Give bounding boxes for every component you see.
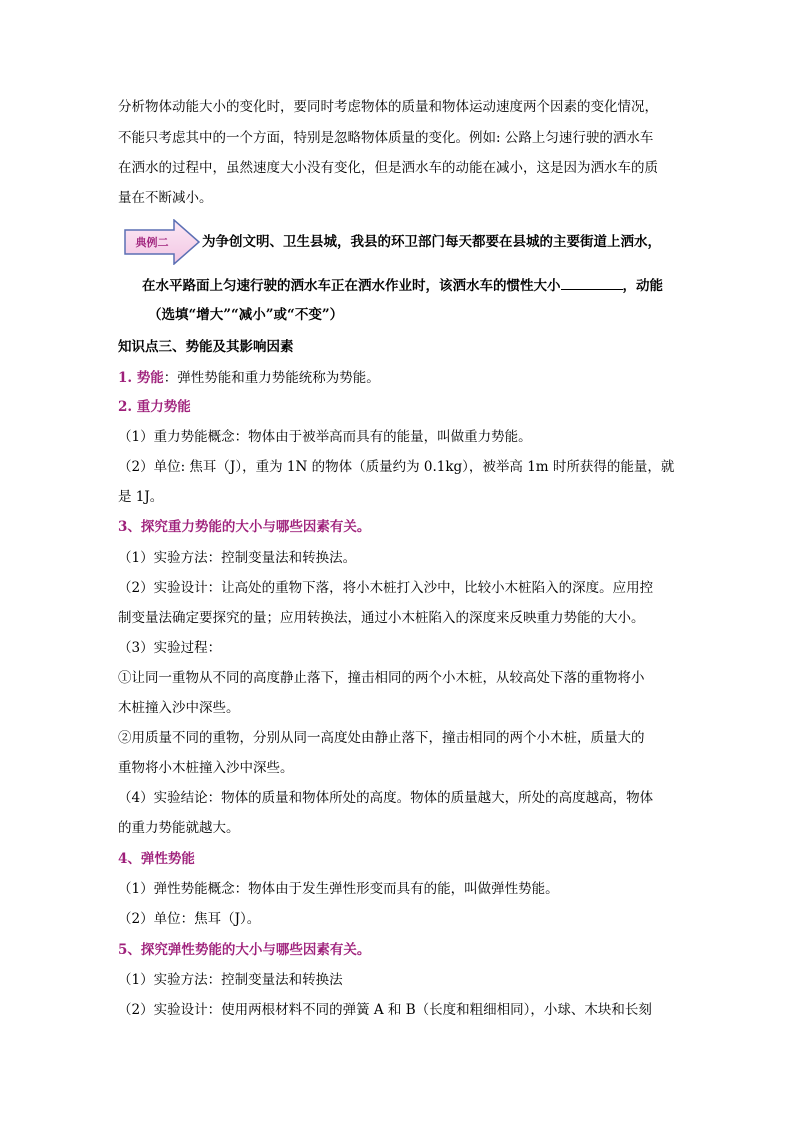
section-title: 知识点三、势能及其影响因素: [118, 339, 294, 355]
p1-text: ：弹性势能和重力势能统称为势能。: [163, 370, 380, 386]
example-line-2-tail: ，动能: [622, 278, 663, 294]
example-badge-arrow-icon: [124, 219, 200, 265]
p2-1: （1）重力势能概念：物体由于被举高而具有的能量，叫做重力势能。: [118, 429, 532, 445]
p2-title: 2. 重力势能: [118, 399, 191, 415]
p3-3-2a: ②用质量不同的重物，分别从同一高度处由静止落下，撞击相同的两个小木桩，质量大的: [118, 730, 645, 746]
p3-3-2b: 重物将小木桩撞入沙中深些。: [118, 760, 294, 776]
p3-4b: 的重力势能就越大。: [118, 820, 240, 836]
p1-label: 1. 势能: [118, 370, 164, 386]
p5-2: （2）实验设计：使用两根材料不同的弹簧 A 和 B（长度和粗细相同），小球、木块和长刻: [118, 1002, 652, 1018]
example-badge-label: 典例二: [135, 236, 169, 249]
example-line-2: [142, 275, 663, 296]
p3-2a: （2）实验设计：让高处的重物下落，将小木桩打入沙中，比较小木桩陷入的深度。应用控: [118, 580, 654, 596]
p3-1: （1）实验方法：控制变量法和转换法。: [118, 550, 357, 566]
p3-3-1b: 木桩撞入沙中深些。: [118, 700, 240, 716]
p5-title: 5、探究弹性势能的大小与哪些因素有关。: [118, 942, 371, 958]
example-line-2-text: 在水平路面上匀速行驶的洒水车正在洒水作业时，该洒水车的惯性大小: [142, 278, 561, 294]
answer-blank[interactable]: [561, 275, 623, 290]
p3-3: （3）实验过程：: [118, 640, 222, 656]
p4-1: （1）弹性势能概念：物体由于发生弹性形变而具有的能，叫做弹性势能。: [118, 881, 559, 897]
p1: [118, 368, 380, 388]
intro-line-2: 不能只考虑其中的一个方面，特别是忽略物体质量的变化。例如: 公路上匀速行驶的洒水车: [118, 130, 654, 146]
p4-2: （2）单位：焦耳（J）。: [118, 911, 261, 927]
p5-1: （1）实验方法：控制变量法和转换法: [118, 972, 343, 988]
intro-line-3: 在洒水的过程中，虽然速度大小没有变化，但是洒水车的动能在减小，这是因为洒水车的质: [118, 160, 658, 176]
p3-4a: （4）实验结论：物体的质量和物体所处的高度。物体的质量越大，所处的高度越高，物体: [118, 790, 654, 806]
p3-3-1a: ①让同一重物从不同的高度静止落下，撞击相同的两个小木桩，从较高处下落的重物将小: [118, 670, 645, 686]
p4-title: 4、弹性势能: [118, 851, 195, 867]
intro-line-4: 量在不断减小。: [118, 190, 213, 206]
p2-2a: （2）单位: 焦耳（J），重为 1N 的物体（质量约为 0.1kg），被举高 1m 时所获得的能量，就: [118, 459, 675, 475]
p3-2b: 制变量法确定要探究的量；应用转换法，通过小木桩陷入的深度来反映重力势能的大小。: [118, 610, 645, 626]
p3-title: 3、探究重力势能的大小与哪些因素有关。: [118, 519, 371, 535]
intro-line-1: 分析物体动能大小的变化时，要同时考虑物体的质量和物体运动速度两个因素的变化情况，: [118, 99, 658, 115]
p2-2b: 是 1J。: [118, 489, 164, 505]
example-line-1: 为争创文明、卫生县城，我县的环卫部门每天都要在县城的主要街道上洒水，: [202, 234, 661, 250]
example-line-3: （选填“增大”“减小”或“不变”）: [148, 307, 344, 323]
